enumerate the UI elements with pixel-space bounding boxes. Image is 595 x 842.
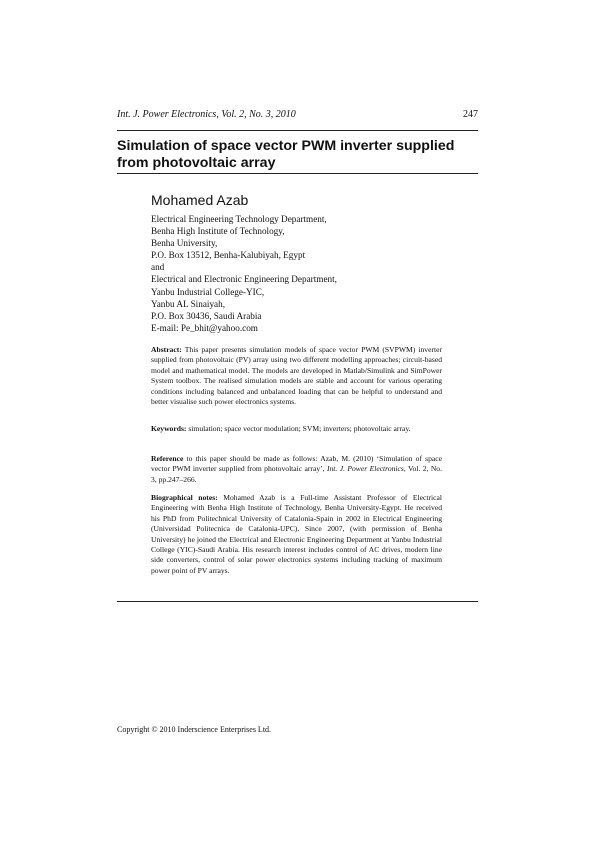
affiliation-line: P.O. Box 30436, Saudi Arabia [151,310,262,321]
abstract [151,345,442,407]
author-name: Mohamed Azab [151,192,249,208]
affiliation-line: Electrical and Electronic Engineering Department, [151,274,337,285]
keywords-text: simulation; space vector modulation; SVM; inverters; photovoltaic array. [188,424,411,433]
bio-text: Mohamed Azab is a Full-time Assistant Professor of Electrical Engineering with Benha High Institute of Technology, Benha University-Egypt. He received his PhD from Politechnical University of Catalonia-Spain in 2002 in Electrical Engineering (Universidad Politecnica de Catalonia-UPC). Since 2007, (with permission of Benha University) he joined the Electrical and Electronic Engineering Department at Yanbu Industrial College (YIC)-Saudi Arabia. His research interest includes control of AC drives, modern line side converters, control of solar power electronics systems including tracking of maximum power point of PV arrays. [151,493,443,575]
reference-text: to this paper should be made as follows: Azab, M. (2010) ‘Simulation of space vector PWM inverter supplied from photovoltaic array’, [151,454,442,474]
author-affiliation [151,213,451,334]
keywords-label: Keywords: [151,424,187,433]
page-number: 247 [463,109,478,120]
biographical-notes [151,493,442,576]
reference-label: Reference [151,454,184,463]
affiliation-line: P.O. Box 13512, Benha-Kalubiyah, Egypt [151,250,306,261]
abstract-text: This paper presents simulation models of space vector PWM (SVPWM) inverter supplied from photovoltaic (PV) array using two different modelling approaches; circuit-based model and mathematical model. The models are developed in Matlab/Simulink and SimPower System toolbox. The realised simulation models are stable and account for various operating conditions including balanced and unbalanced loading that can be helpful to understand and better visualise such power electronics systems. [151,345,442,407]
top-rule [117,130,478,131]
affiliation-line: Yanbu Industrial College-YIC, [151,286,265,297]
reference-note [151,454,442,485]
affiliation-line: and [151,262,165,273]
paper-title: Simulation of space vector PWM inverter supplied from photovoltaic array [117,138,455,171]
reference-journal: Int. J. Power Electronics [326,464,404,474]
affiliation-line: Yanbu AL Sinaiyah, [151,298,226,309]
bottom-rule [117,601,478,602]
abstract-label: Abstract: [151,345,182,354]
title-rule [117,173,478,174]
journal-header: Int. J. Power Electronics, Vol. 2, No. 3, 2010 [117,109,296,120]
author-email: E-mail: Pe_bhit@yahoo.com [151,322,258,333]
affiliation-line: Benha University, [151,238,218,249]
copyright-notice: Copyright © 2010 Inderscience Enterprises Ltd. [117,725,272,734]
keywords [151,424,442,434]
bio-label: Biographical notes: [151,493,218,502]
affiliation-line: Electrical Engineering Technology Department, [151,214,327,224]
affiliation-line: Benha High Institute of Technology, [151,226,285,237]
reference-volume: , Vol. 2, No. 3, pp.247–266. [151,464,442,484]
